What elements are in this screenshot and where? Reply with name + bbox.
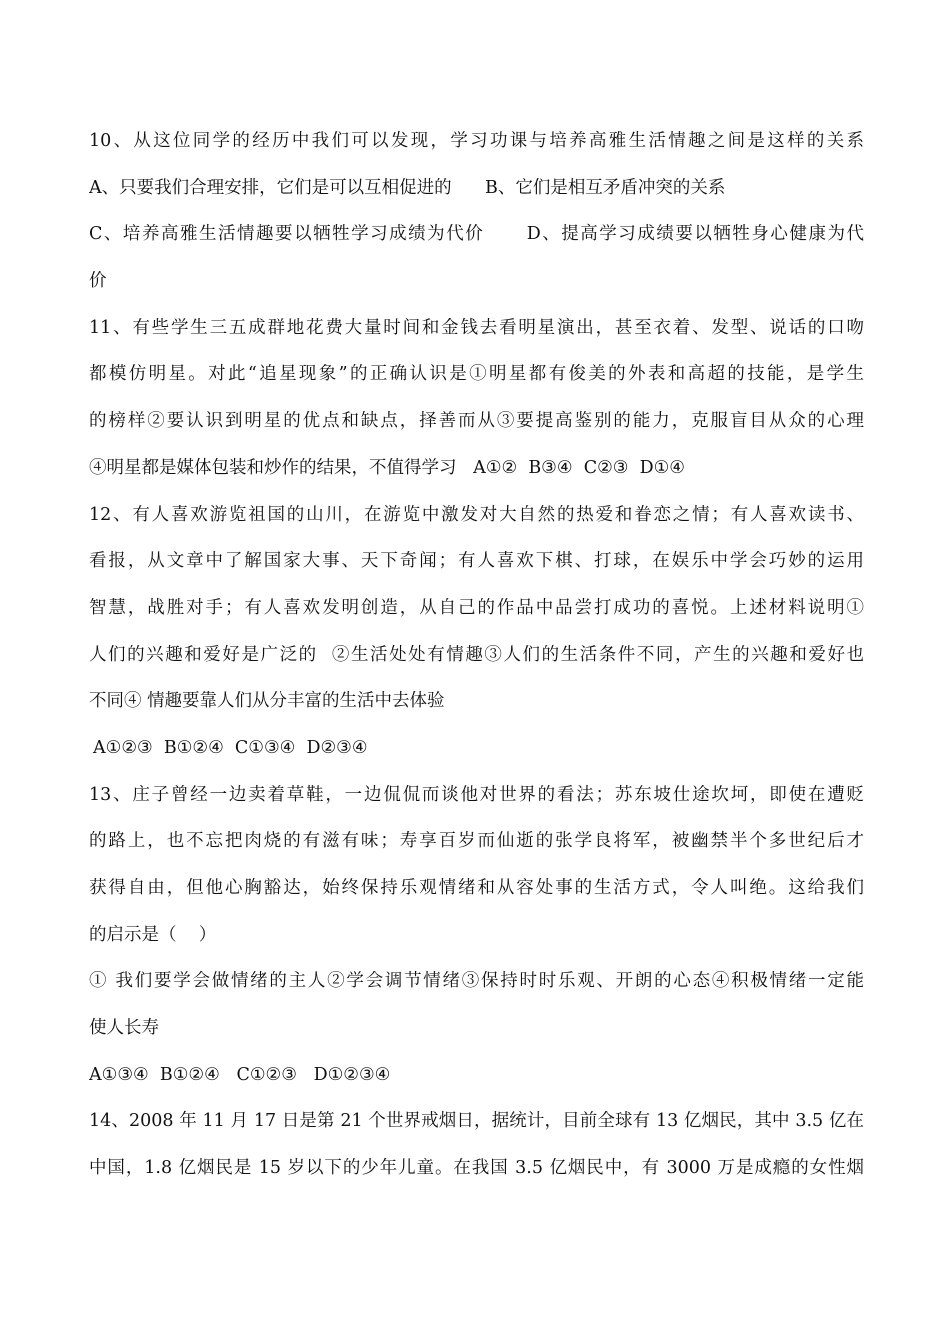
- q10-options-ab: A、只要我们合理安排，它们是可以互相促进的 B、它们是相互矛盾冲突的关系: [89, 177, 726, 198]
- q12-stem-line3: 智慧，战胜对手；有人喜欢发明创造，从自己的作品中品尝打成功的喜悦。上述材料说明①: [89, 597, 864, 618]
- q10-stem: 10、从这位同学的经历中我们可以发现，学习功课与培养高雅生活情趣之间是这样的关系: [89, 131, 864, 151]
- q13-stem-line2: 的路上，也不忘把肉烧的有滋有味；寿享百岁而仙逝的张学良将军，被幽禁半个多世纪后才: [89, 831, 864, 852]
- q12-stem-line4: 人们的兴趣和爱好是广泛的 ②生活处处有情趣③人们的生活条件不同，产生的兴趣和爱好也: [89, 644, 864, 665]
- q13-stem-line3: 获得自由，但他心胸豁达，始终保持乐观情绪和从容处事的生活方式，令人叫绝。这给我们: [89, 878, 864, 898]
- q14-stem-line1: 14、2008 年 11 月 17 日是第 21 个世界戒烟日，据统计，目前全球有 13 亿烟民，其中 3.5 亿在: [89, 1111, 864, 1132]
- q11-stem-line4-options: ④明星都是媒体包装和炒作的结果，不值得学习 A①② B③④ C②③ D①④: [89, 457, 685, 478]
- q11-stem-line2: 都模仿明星。对此“追星现象”的正确认识是①明星都有俊美的外表和高超的技能，是学生: [89, 364, 864, 385]
- q10-options-cd-cont: 价: [89, 271, 107, 292]
- q13-statements-line2: 使人长寿: [89, 1018, 159, 1039]
- q12-stem-line5: 不同④ 情趣要靠人们从分丰富的生活中去体验: [89, 691, 445, 712]
- q13-options: A①③④ B①②④ C①②③ D①②③④: [89, 1064, 391, 1085]
- q13-stem-line1: 13、庄子曾经一边卖着草鞋，一边侃侃而谈他对世界的看法；苏东坡仕途坎坷，即使在遭贬: [89, 784, 864, 805]
- q10-options-cd: C、培养高雅生活情趣要以牺牲学习成绩为代价 D、提高学习成绩要以牺牲身心健康为代: [89, 224, 864, 245]
- q13-statements-line1: ① 我们要学会做情绪的主人②学会调节情绪③保持时时乐观、开朗的心态④积极情绪一定能: [89, 971, 864, 992]
- q13-stem-line4: 的启示是（ ）: [89, 924, 217, 945]
- q12-stem-line2: 看报，从文章中了解国家大事、天下奇闻；有人喜欢下棋、打球，在娱乐中学会巧妙的运用: [89, 551, 864, 572]
- q11-stem-line1: 11、有些学生三五成群地花费大量时间和金钱去看明星演出，甚至衣着、发型、说话的口吻: [89, 317, 864, 338]
- document-page: [89, 118, 864, 1192]
- q14-stem-line2: 中国，1.8 亿烟民是 15 岁以下的少年儿童。在我国 3.5 亿烟民中，有 3000 万是成瘾的女性烟: [89, 1158, 864, 1179]
- q11-stem-line3: 的榜样②要认识到明星的优点和缺点，择善而从③要提高鉴别的能力，克服盲目从众的心理: [89, 411, 864, 432]
- q12-stem-line1: 12、有人喜欢游览祖国的山川，在游览中激发对大自然的热爱和眷恋之情；有人喜欢读书、: [89, 504, 864, 525]
- q12-options: A①②③ B①②④ C①③④ D②③④: [93, 737, 368, 758]
